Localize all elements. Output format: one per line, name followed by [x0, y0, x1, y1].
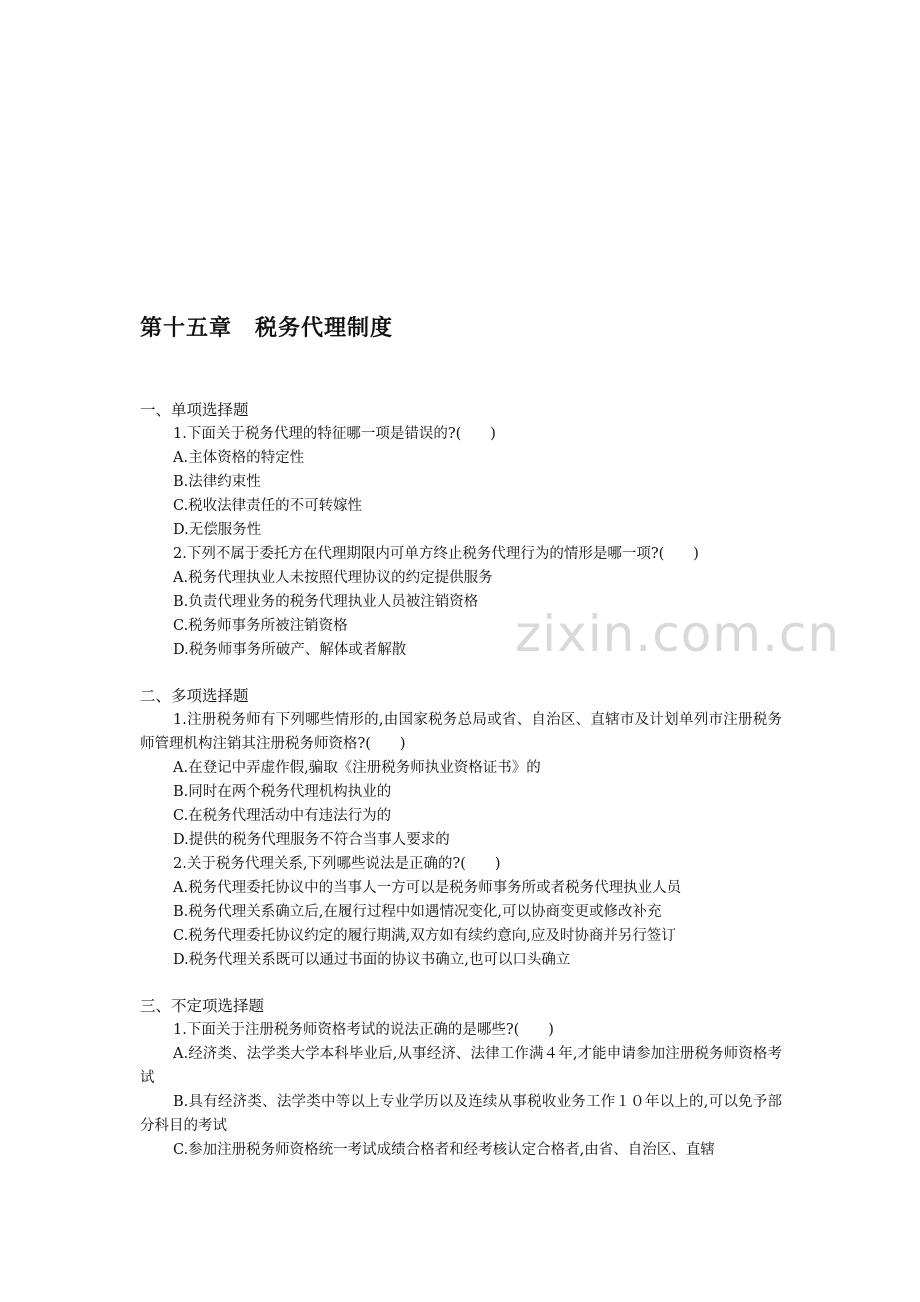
question: 2.关于税务代理关系,下列哪些说法是正确的?( )	[173, 856, 501, 872]
option: A.在登记中弄虚作假,骗取《注册税务师执业资格证书》的	[173, 760, 541, 776]
option: C.在税务代理活动中有违法行为的	[173, 808, 392, 824]
question: 1.下面关于税务代理的特征哪一项是错误的?( )	[173, 426, 496, 442]
question: 1.注册税务师有下列哪些情形的,由国家税务总局或省、自治区、直辖市及计划单列市注册税务师管理机构注销其注册税务师资格?( )	[140, 712, 782, 752]
option: B.具有经济类、法学类中等以上专业学历以及连续从事税收业务工作１０年以上的,可以免予部分科目的考试	[140, 1094, 782, 1134]
option: B.税务代理关系确立后,在履行过程中如遇情况变化,可以协商变更或修改补充	[173, 904, 662, 920]
option: B.同时在两个税务代理机构执业的	[173, 784, 392, 800]
section-multiple-choice	[140, 684, 782, 972]
question: 2.下列不属于委托方在代理期限内可单方终止税务代理行为的情形是哪一项?( )	[173, 546, 699, 562]
section-heading: 三、不定项选择题	[140, 997, 265, 1015]
option: D.税务师事务所破产、解体或者解散	[173, 642, 407, 658]
question: 1.下面关于注册税务师资格考试的说法正确的是哪些?( )	[173, 1022, 554, 1038]
option: A.主体资格的特定性	[173, 450, 305, 466]
option: C.税务师事务所被注销资格	[173, 618, 348, 634]
option: B.法律约束性	[173, 474, 261, 490]
section-heading: 二、多项选择题	[140, 687, 249, 705]
section-indefinite-choice	[140, 994, 782, 1162]
option: A.税务代理委托协议中的当事人一方可以是税务师事务所或者税务代理执业人员	[173, 880, 682, 896]
option: A.经济类、法学类大学本科毕业后,从事经济、法律工作满４年,才能申请参加注册税务师资格考试	[140, 1046, 782, 1086]
option: C.税收法律责任的不可转嫁性	[173, 498, 363, 514]
option: D.税务代理关系既可以通过书面的协议书确立,也可以口头确立	[173, 952, 571, 968]
option: D.无偿服务性	[173, 522, 262, 538]
watermark: zixin.com.cn	[515, 605, 841, 663]
option: D.提供的税务代理服务不符合当事人要求的	[173, 832, 450, 848]
option: C.参加注册税务师资格统一考试成绩合格者和经考核认定合格者,由省、自治区、直辖	[173, 1142, 715, 1158]
spacer	[140, 662, 782, 684]
option: C.税务代理委托协议约定的履行期满,双方如有续约意向,应及时协商并另行签订	[173, 928, 676, 944]
option: B.负责代理业务的税务代理执业人员被注销资格	[173, 594, 479, 610]
section-single-choice	[140, 398, 782, 662]
document-body	[140, 398, 782, 1162]
chapter-title: 第十五章 税务代理制度	[140, 316, 394, 341]
section-heading: 一、单项选择题	[140, 401, 249, 419]
spacer	[140, 972, 782, 994]
option: A.税务代理执业人未按照代理协议的约定提供服务	[173, 570, 493, 586]
